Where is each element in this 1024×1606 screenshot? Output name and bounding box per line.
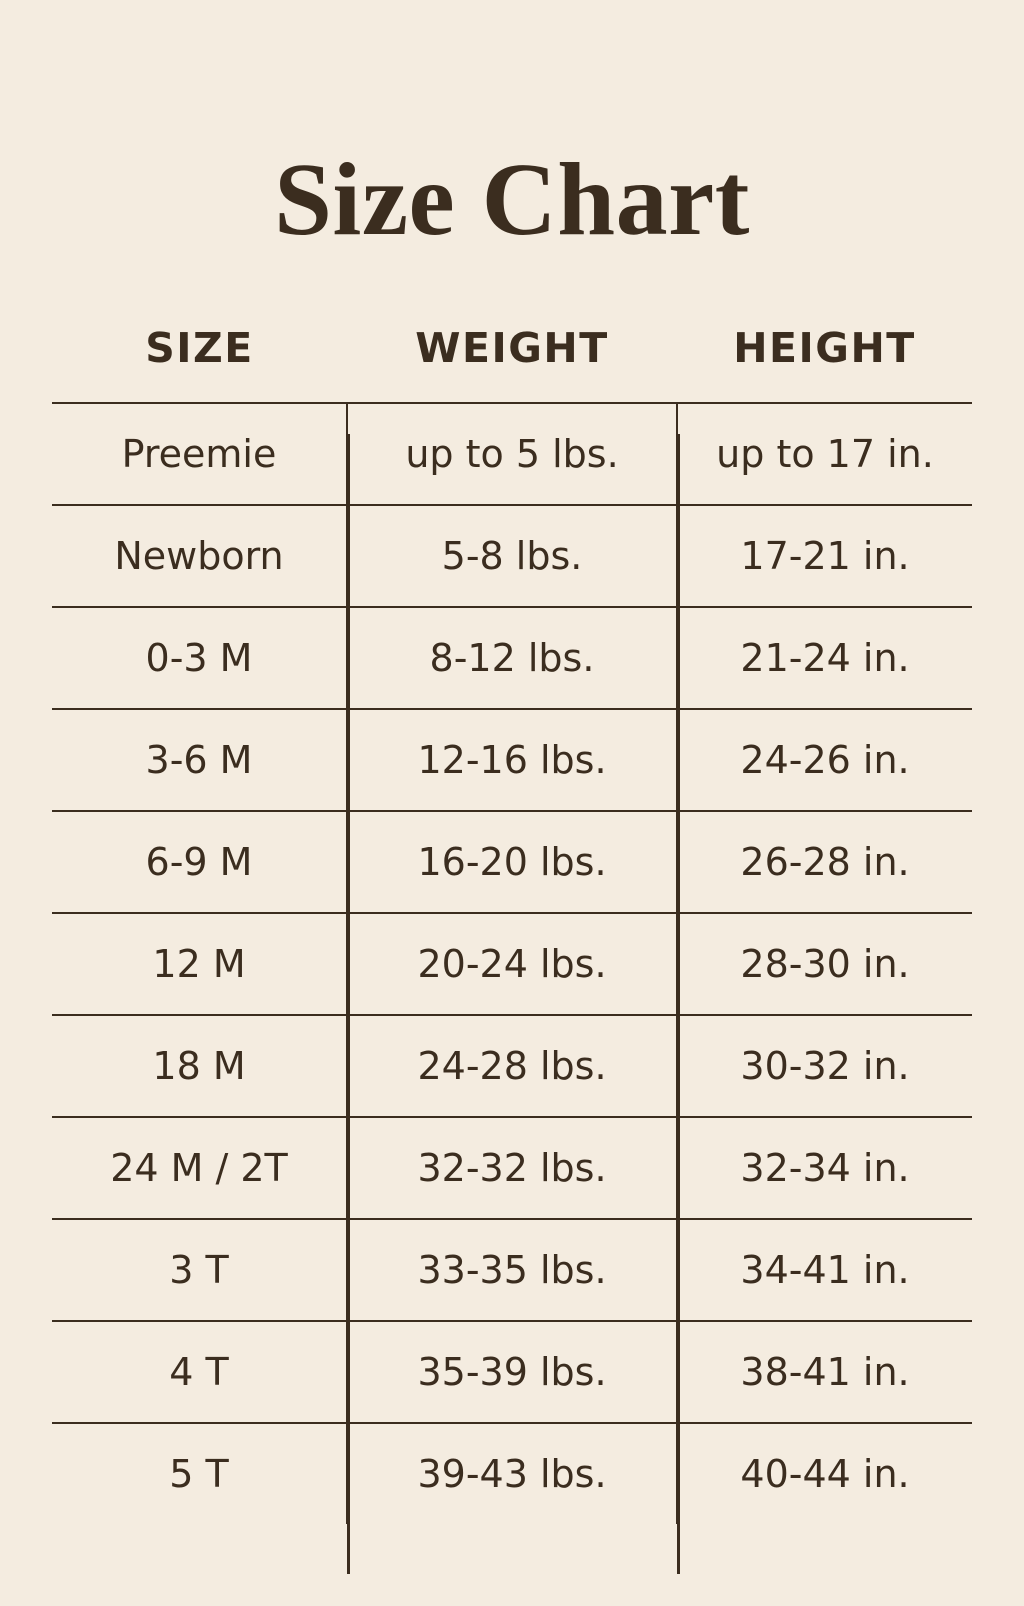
- cell-size: 6-9 M: [52, 811, 347, 913]
- cell-size: 5 T: [52, 1423, 347, 1524]
- page-title: Size Chart: [274, 141, 750, 257]
- table-row: [52, 1423, 972, 1524]
- column-header-weight: WEIGHT: [415, 323, 609, 372]
- table-row: [52, 1015, 972, 1117]
- table-row: [52, 709, 972, 811]
- cell-weight: 32-32 lbs.: [347, 1117, 677, 1219]
- cell-size: 24 M / 2T: [52, 1117, 347, 1219]
- cell-weight: 8-12 lbs.: [347, 607, 677, 709]
- cell-size: 18 M: [52, 1015, 347, 1117]
- cell-height: 21-24 in.: [677, 607, 972, 709]
- table-row: [52, 607, 972, 709]
- cell-size: 0-3 M: [52, 607, 347, 709]
- cell-size: 12 M: [52, 913, 347, 1015]
- cell-height: 26-28 in.: [677, 811, 972, 913]
- cell-size: 4 T: [52, 1321, 347, 1423]
- cell-size: Newborn: [52, 505, 347, 607]
- cell-weight: 35-39 lbs.: [347, 1321, 677, 1423]
- table-row: [52, 913, 972, 1015]
- cell-size: Preemie: [52, 403, 347, 505]
- size-chart-table: [52, 324, 972, 1524]
- table-header-row: [52, 324, 972, 403]
- cell-height: 17-21 in.: [677, 505, 972, 607]
- cell-weight: 12-16 lbs.: [347, 709, 677, 811]
- cell-weight: 33-35 lbs.: [347, 1219, 677, 1321]
- table-row: [52, 1219, 972, 1321]
- cell-size: 3-6 M: [52, 709, 347, 811]
- cell-height: 24-26 in.: [677, 709, 972, 811]
- table-row: [52, 1321, 972, 1423]
- cell-weight: up to 5 lbs.: [347, 403, 677, 505]
- cell-weight: 24-28 lbs.: [347, 1015, 677, 1117]
- table-body: [52, 403, 972, 1524]
- column-header-height: HEIGHT: [733, 323, 916, 372]
- cell-height: 32-34 in.: [677, 1117, 972, 1219]
- column-divider-2: [677, 434, 680, 1574]
- cell-height: 28-30 in.: [677, 913, 972, 1015]
- cell-weight: 5-8 lbs.: [347, 505, 677, 607]
- size-chart-page: [0, 70, 1024, 1606]
- cell-height: 30-32 in.: [677, 1015, 972, 1117]
- cell-weight: 20-24 lbs.: [347, 913, 677, 1015]
- column-divider-1: [347, 434, 350, 1574]
- table-header: [52, 324, 972, 403]
- table-row: [52, 403, 972, 505]
- cell-height: 40-44 in.: [677, 1423, 972, 1524]
- cell-height: 38-41 in.: [677, 1321, 972, 1423]
- cell-weight: 39-43 lbs.: [347, 1423, 677, 1524]
- cell-height: 34-41 in.: [677, 1219, 972, 1321]
- table-row: [52, 811, 972, 913]
- cell-weight: 16-20 lbs.: [347, 811, 677, 913]
- cell-size: 3 T: [52, 1219, 347, 1321]
- column-header-size: SIZE: [145, 323, 254, 372]
- table-row: [52, 505, 972, 607]
- cell-height: up to 17 in.: [677, 403, 972, 505]
- table-row: [52, 1117, 972, 1219]
